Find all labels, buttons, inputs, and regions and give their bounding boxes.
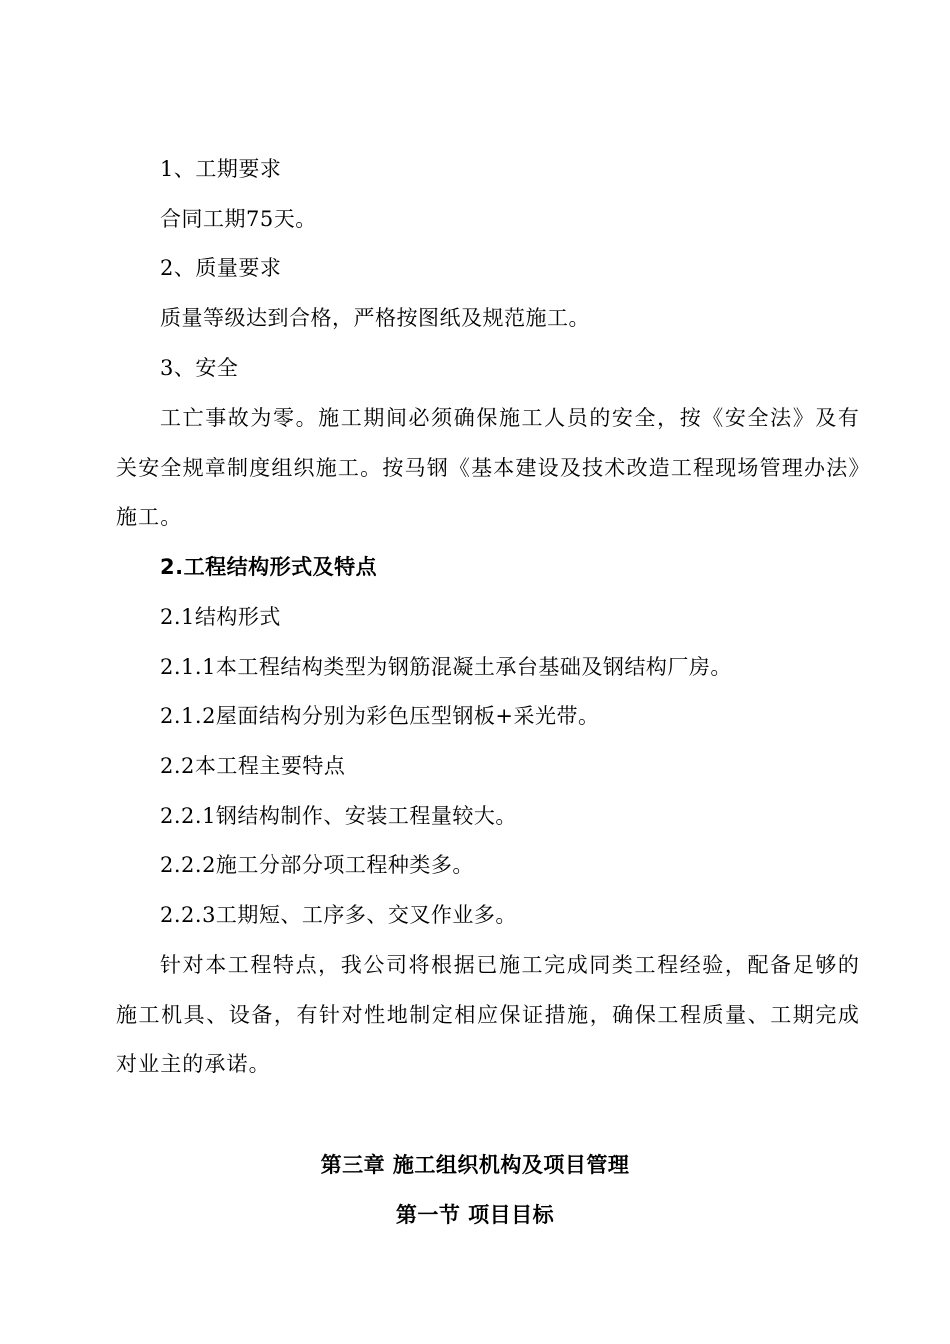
section2-item: 2.1.2屋面结构分别为彩色压型钢板+采光带。 <box>160 704 600 728</box>
safety-paragraph: 工亡事故为零。施工期间必须确保施工人员的安全，按《安全法》及有关安全规章制度组织施工。按马钢《基本建设及技术改造工程现场管理办法》施工。 <box>116 406 860 529</box>
item-schedule-text: 合同工期75天。 <box>160 207 317 231</box>
section2-heading: 2.工程结构形式及特点 <box>160 555 378 579</box>
closing-paragraph: 针对本工程特点，我公司将根据已施工完成同类工程经验，配备足够的施工机具、设备，有针对性地制定相应保证措施，确保工程质量、工期完成对业主的承诺。 <box>116 953 860 1076</box>
chapter-title: 第三章 施工组织机构及项目管理 <box>320 1153 630 1177</box>
item-quality-heading: 2、质量要求 <box>160 256 282 280</box>
item-schedule-heading: 1、工期要求 <box>160 157 282 181</box>
section2-item: 2.1.1本工程结构类型为钢筋混凝土承台基础及钢结构厂房。 <box>160 655 732 679</box>
item-safety-heading: 3、安全 <box>160 356 239 380</box>
section2-item: 2.2.1钢结构制作、安装工程量较大。 <box>160 804 517 828</box>
item-quality-text: 质量等级达到合格，严格按图纸及规范施工。 <box>160 306 590 330</box>
section2-item: 2.2本工程主要特点 <box>160 754 346 778</box>
section-title: 第一节 项目目标 <box>395 1203 555 1227</box>
section2-item: 2.1结构形式 <box>160 605 281 629</box>
section2-item: 2.2.2施工分部分项工程种类多。 <box>160 853 474 877</box>
section2-item: 2.2.3工期短、工序多、交叉作业多。 <box>160 903 517 927</box>
